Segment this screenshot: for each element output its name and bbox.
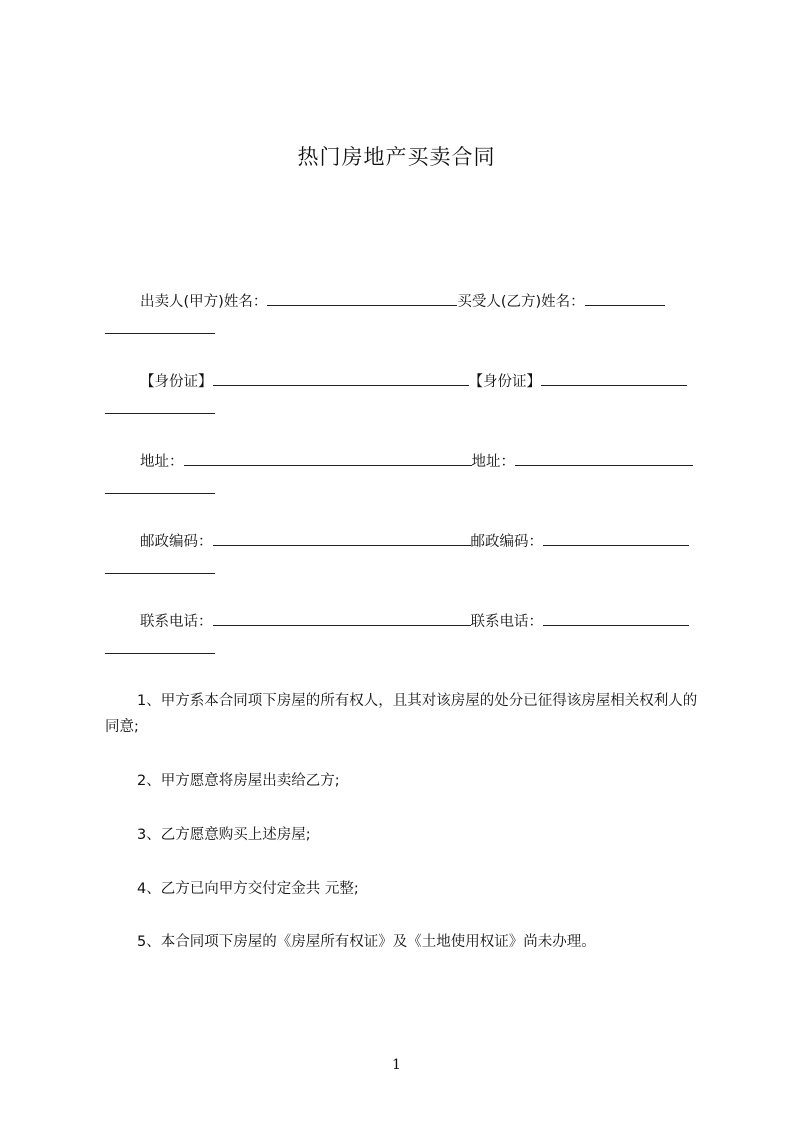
seller-address-blank[interactable] [184, 451, 472, 466]
seller-name-label: 出卖人(甲方)姓名： [140, 294, 268, 310]
buyer-phone-label: 联系电话： [470, 614, 543, 630]
seller-id-label: 【身份证】 [140, 374, 213, 390]
address-row [140, 451, 693, 472]
buyer-id-blank[interactable] [541, 371, 687, 386]
seller-phone-blank[interactable] [213, 611, 471, 626]
buyer-name-blank-continued[interactable] [105, 333, 215, 334]
seller-phone-label: 联系电话： [140, 614, 213, 630]
buyer-address-blank[interactable] [515, 451, 693, 466]
seller-name-row [140, 291, 665, 312]
buyer-postcode-blank-continued[interactable] [105, 573, 215, 574]
seller-name-blank[interactable] [267, 291, 457, 306]
buyer-name-blank[interactable] [585, 291, 665, 306]
postcode-row [140, 531, 689, 552]
buyer-address-blank-continued[interactable] [105, 493, 215, 494]
page-number: 1 [392, 1057, 401, 1073]
seller-postcode-label: 邮政编码： [140, 534, 213, 550]
seller-address-label: 地址： [140, 454, 184, 470]
buyer-postcode-blank[interactable] [543, 531, 689, 546]
buyer-name-label: 买受人(乙方)姓名： [457, 294, 585, 310]
phone-row [140, 611, 689, 632]
clause-3: 3、乙方愿意购买上述房屋; [137, 827, 311, 843]
clause-2: 2、甲方愿意将房屋出卖给乙方; [137, 773, 340, 789]
buyer-id-blank-continued[interactable] [105, 413, 215, 414]
contract-title: 热门房地产买卖合同 [297, 145, 496, 169]
seller-id-blank[interactable] [213, 371, 469, 386]
buyer-phone-blank[interactable] [543, 611, 689, 626]
clause-5: 5、本合同项下房屋的《房屋所有权证》及《土地使用权证》尚未办理。 [137, 934, 596, 950]
id-card-row [140, 371, 687, 392]
clause-1: 1、甲方系本合同项下房屋的所有权人，且其对该房屋的处分已征得该房屋相关权利人的同意; [105, 693, 698, 735]
clause-4: 4、乙方已向甲方交付定金共 元整; [137, 881, 359, 897]
buyer-phone-blank-continued[interactable] [105, 653, 215, 654]
buyer-address-label: 地址： [471, 454, 515, 470]
buyer-id-label: 【身份证】 [468, 374, 541, 390]
seller-postcode-blank[interactable] [213, 531, 471, 546]
buyer-postcode-label: 邮政编码： [470, 534, 543, 550]
